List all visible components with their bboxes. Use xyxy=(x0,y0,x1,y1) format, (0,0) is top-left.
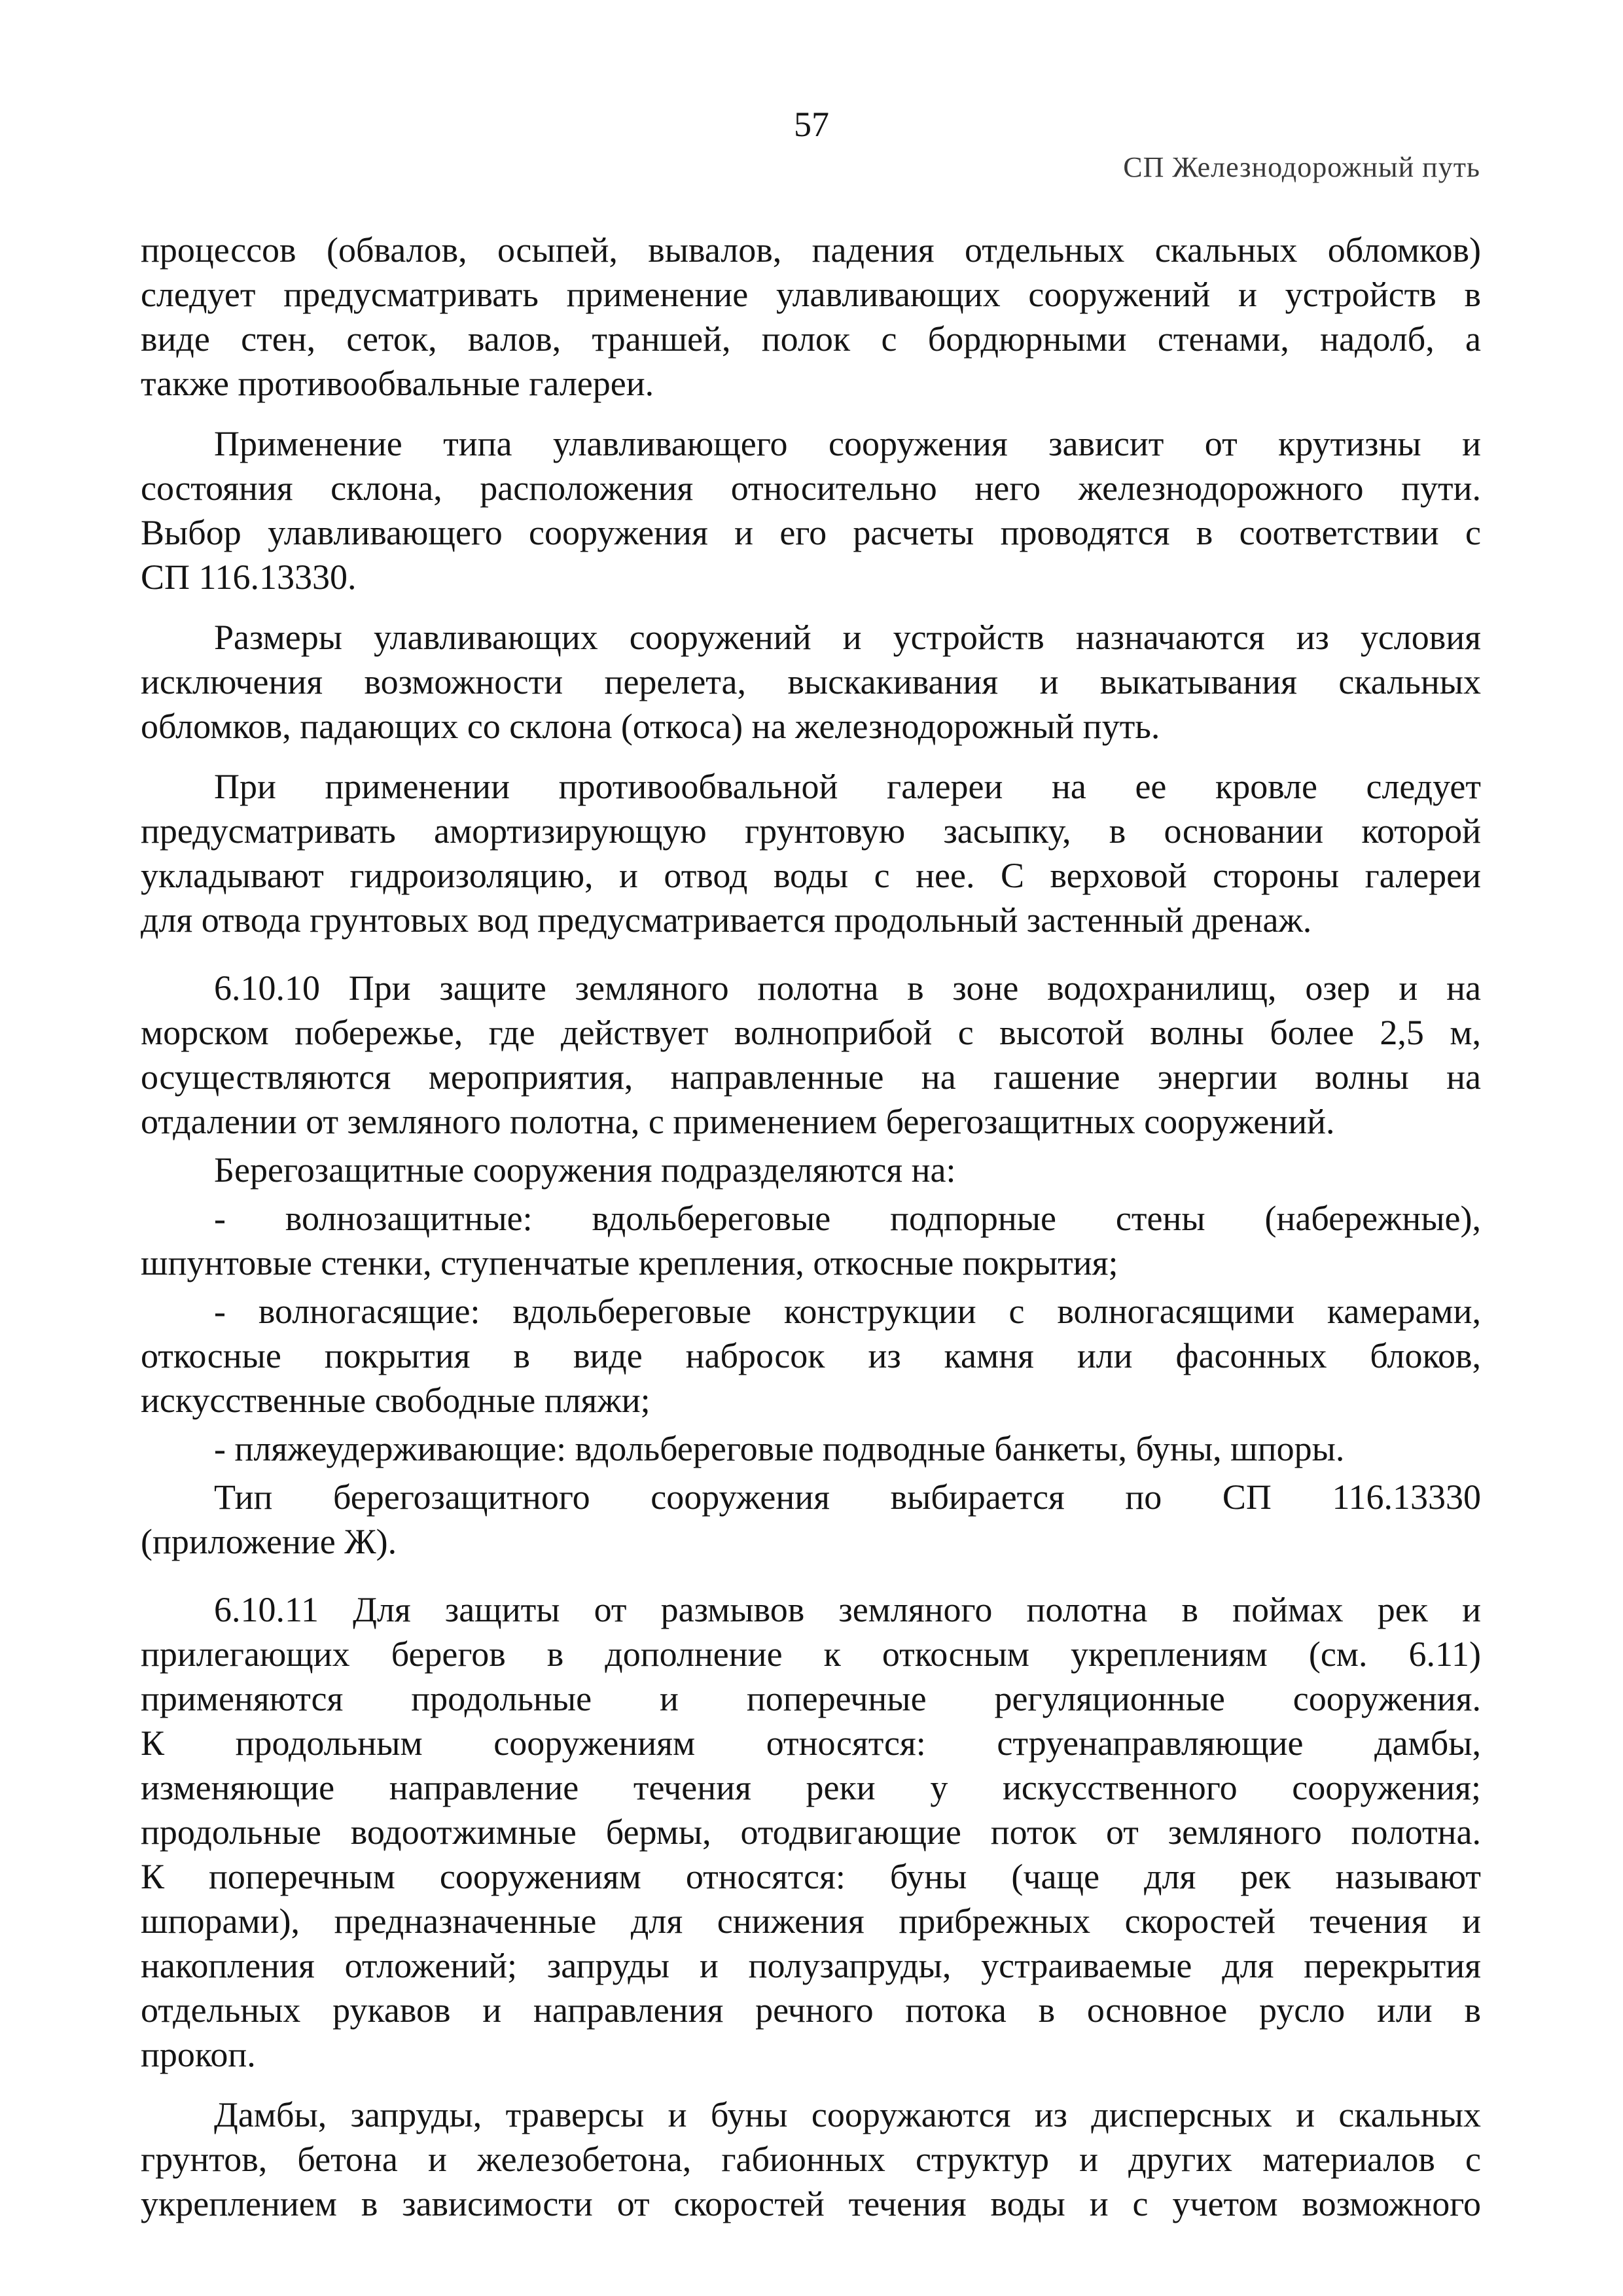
text-line: 6.10.10 При защите земляного полотна в зоне водохранилищ, озер и на xyxy=(214,968,1481,1008)
running-header: СП Железнодорожный путь xyxy=(1123,151,1480,183)
text-line: Применение типа улавливающего сооружения зависит от крутизны и xyxy=(214,424,1481,463)
text-line: (приложение Ж). xyxy=(141,1522,397,1561)
text-line: - волногасящие: вдольбереговые конструкции с волногасящими камерами, xyxy=(214,1292,1481,1331)
text-line: состояния склона, расположения относительно него железнодорожного пути. xyxy=(141,468,1481,508)
list-item xyxy=(141,1289,1481,1422)
text-line: К продольным сооружениям относятся: струенаправляющие дамбы, xyxy=(141,1723,1481,1763)
paragraph xyxy=(141,764,1481,942)
text-line: Берегозащитные сооружения подразделяются на: xyxy=(214,1150,956,1190)
body-text xyxy=(141,228,1481,2226)
text-line: прокоп. xyxy=(141,2035,256,2074)
text-line: обломков, падающих со склона (откоса) на железнодорожный путь. xyxy=(141,707,1160,746)
paragraph xyxy=(141,228,1481,406)
paragraph xyxy=(141,1475,1481,1564)
text-line: отдалении от земляного полотна, с применением берегозащитных сооружений. xyxy=(141,1102,1335,1141)
text-line: осуществляются мероприятия, направленные на гашение энергии волны на xyxy=(141,1057,1481,1097)
text-line: Тип берегозащитного сооружения выбирается по СП 116.13330 xyxy=(214,1477,1481,1517)
text-line: отдельных рукавов и направления речного потока в основное русло или в xyxy=(141,1990,1481,2030)
paragraph xyxy=(141,1148,1481,1192)
text-line: изменяющие направление течения реки у искусственного сооружения; xyxy=(141,1768,1481,1807)
text-line: откосные покрытия в виде набросок из камня или фасонных блоков, xyxy=(141,1336,1481,1375)
list-item xyxy=(141,1426,1481,1471)
text-line: грунтов, бетона и железобетона, габионных структур и других материалов с xyxy=(141,2140,1481,2179)
text-line: Выбор улавливающего сооружения и его расчеты проводятся в соответствии с xyxy=(141,513,1481,552)
text-line: прилегающих берегов в дополнение к откосным укреплениям (см. 6.11) xyxy=(141,1634,1481,1674)
text-line: предусматривать амортизирующую грунтовую засыпку, в основании которой xyxy=(141,811,1481,851)
text-line: следует предусматривать применение улавливающих сооружений и устройств в xyxy=(141,275,1481,314)
list-item xyxy=(141,1196,1481,1285)
text-line: СП 116.13330. xyxy=(141,557,357,597)
text-line: Размеры улавливающих сооружений и устройств назначаются из условия xyxy=(214,618,1481,657)
text-line: искусственные свободные пляжи; xyxy=(141,1381,651,1420)
paragraph xyxy=(141,615,1481,749)
text-line: Дамбы, запруды, траверсы и буны сооружаются из дисперсных и скальных xyxy=(214,2095,1481,2134)
text-line: также противообвальные галереи. xyxy=(141,364,654,403)
text-line: К поперечным сооружениям относятся: буны (чаще для рек называют xyxy=(141,1857,1481,1896)
text-line: накопления отложений; запруды и полузапруды, устраиваемые для перекрытия xyxy=(141,1946,1481,1985)
text-line: - волнозащитные: вдольбереговые подпорные стены (набережные), xyxy=(214,1199,1481,1238)
text-line: процессов (обвалов, осыпей, вывалов, падения отдельных скальных обломков) xyxy=(141,230,1481,270)
text-line: исключения возможности перелета, выскакивания и выкатывания скальных xyxy=(141,662,1481,701)
text-line: укреплением в зависимости от скоростей течения воды и с учетом возможного xyxy=(141,2184,1481,2223)
text-line: 6.10.11 Для защиты от размывов земляного полотна в поймах рек и xyxy=(214,1590,1481,1629)
text-line: При применении противообвальной галереи на ее кровле следует xyxy=(214,767,1481,806)
text-line: укладывают гидроизоляцию, и отвод воды с нее. С верховой стороны галереи xyxy=(141,856,1481,895)
text-line: продольные водоотжимные бермы, отодвигающие поток от земляного полотна. xyxy=(141,1812,1481,1852)
text-line: для отвода грунтовых вод предусматривается продольный застенный дренаж. xyxy=(141,900,1312,940)
paragraph xyxy=(141,2093,1481,2226)
text-line: применяются продольные и поперечные регуляционные сооружения. xyxy=(141,1679,1481,1718)
text-line: - пляжеудерживающие: вдольбереговые подводные банкеты, буны, шпоры. xyxy=(214,1429,1345,1468)
section-6-10-10 xyxy=(141,966,1481,1144)
page-number: 57 xyxy=(794,105,829,144)
text-line: морском побережье, где действует волноприбой с высотой волны более 2,5 м, xyxy=(141,1013,1481,1052)
text-line: виде стен, сеток, валов, траншей, полок с бордюрными стенами, надолб, а xyxy=(141,319,1481,359)
section-6-10-11 xyxy=(141,1587,1481,2077)
paragraph xyxy=(141,421,1481,599)
text-line: шпунтовые стенки, ступенчатые крепления, откосные покрытия; xyxy=(141,1243,1118,1282)
text-line: шпорами), предназначенные для снижения прибрежных скоростей течения и xyxy=(141,1901,1481,1941)
